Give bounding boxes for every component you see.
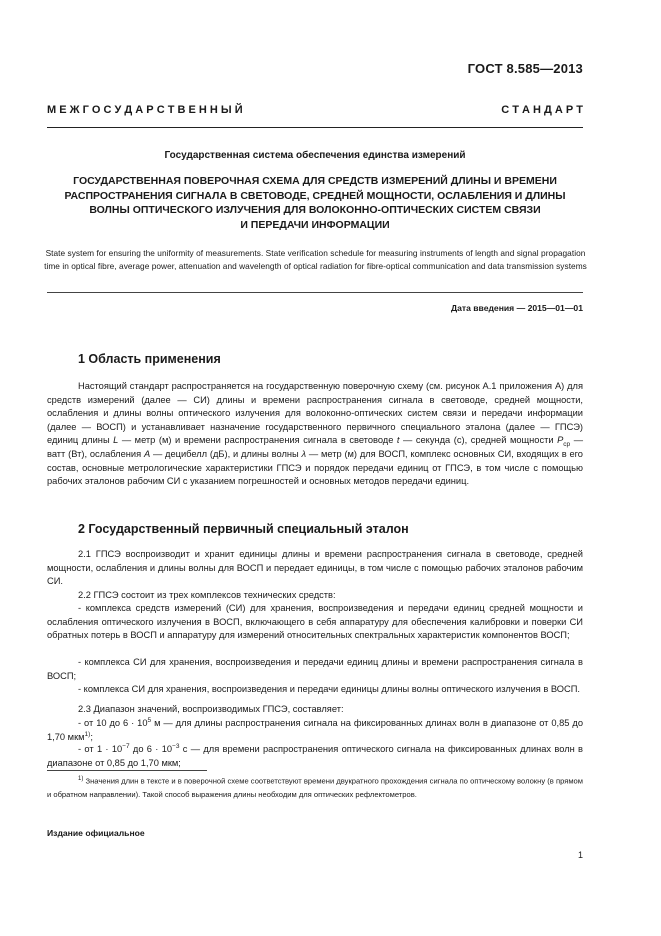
- text-run: - от 10 до 6 · 10: [78, 718, 148, 728]
- paragraph-2-2: 2.2 ГПСЭ состоит из трех комплексов технических средств:: [78, 590, 336, 600]
- text-run: — метр (м) и времени распространения сигнала в световоде: [118, 435, 397, 446]
- text-run: — метр (м) для ВОСП, комплекс основных СИ, входящих в его состав, основные метрологические характеристики ГПСЭ и порядок передачи единиц от ГПСЭ, в том числе с помощью рабочих эталонов рабочим СИ с указанием погрешностей и основных методов передачи единиц.: [47, 448, 583, 487]
- footnote-text: Значения длин в тексте и в поверочной схеме соответствуют времени двукратного прохождения сигнала по оптическому волокну (в прямом и обратном направлении). Такой способ выражения длины необходим для оптических рефлектометров.: [47, 776, 583, 799]
- paragraph-2-3-a: [47, 717, 583, 744]
- english-title: State system for ensuring the uniformity of measurements. State verification schedule for measuring instruments of length and signal propagation time in optical fibre, average power, attenuation and wavelength of optical radiation for fibre-optical communication and data transmission systems: [44, 248, 587, 271]
- text-run: м — для длины распространения сигнала на фиксированных длинах волн в диапазоне от 0,85 до 1,70 мкм: [47, 718, 583, 742]
- paragraph-2-1: 2.1 ГПСЭ воспроизводит и хранит единицы длины и времени распространения сигнала в световоде, средней мощности, ослабления и длины волны для ВОСП и передает единицы, в том числе с помощью рабочих эталонов рабочим СИ.: [47, 549, 583, 587]
- title-rule: [47, 292, 583, 293]
- footnote-mark: 1): [78, 776, 84, 782]
- paragraph-2-3-b: [47, 743, 583, 770]
- text-run: - от 1 · 10: [78, 744, 123, 754]
- section-1-paragraph: [47, 380, 583, 489]
- main-title-line-4: И ПЕРЕДАЧИ ИНФОРМАЦИИ: [240, 218, 390, 231]
- superscript-exponent: 5: [147, 716, 152, 724]
- main-title-line-3: ВОЛНЫ ОПТИЧЕСКОГО ИЗЛУЧЕНИЯ ДЛЯ ВОЛОКОННО-ОПТИЧЕСКИХ СИСТЕМ СВЯЗИ: [89, 204, 541, 216]
- header-rule: [47, 127, 583, 128]
- footnote-reference[interactable]: 1): [84, 730, 91, 738]
- paragraph-2-2-a: - комплекса средств измерений (СИ) для хранения, воспроизведения и передачи единиц средней мощности и ослабления оптического излучения в ВОСП, включающего в себя аппаратуру для обеспечения калибровки и поверки СИ обратных потерь в ВОСП и аппаратуру для измерений относительных спектральных характеристик компонентов ВОСП;: [47, 603, 583, 641]
- superscript-exponent: −7: [122, 742, 130, 750]
- text-run: — секунда (с), средней мощности: [399, 435, 558, 446]
- system-title: Государственная система обеспечения единства измерений: [164, 150, 466, 161]
- gost-code: ГОСТ 8.585—2013: [467, 61, 583, 76]
- interstate-word-2: С Т А Н Д А Р Т: [501, 104, 583, 116]
- symbol-wavelength: λ: [301, 448, 307, 459]
- symbol-attenuation: A: [143, 448, 151, 459]
- paragraph-2-2-c: - комплекса СИ для хранения, воспроизведения и передачи единицы длины волны оптического излучения в ВОСП.: [78, 684, 581, 694]
- official-edition-label: Издание официальное: [47, 828, 145, 838]
- interstate-word-1: М Е Ж Г О С У Д А Р С Т В Е Н Н Ы Й: [47, 104, 243, 116]
- symbol-time: t: [396, 435, 400, 446]
- main-title-line-1: ГОСУДАРСТВЕННАЯ ПОВЕРОЧНАЯ СХЕМА ДЛЯ СРЕДСТВ ИЗМЕРЕНИЙ ДЛИНЫ И ВРЕМЕНИ: [73, 175, 557, 187]
- symbol-power: P: [557, 435, 564, 446]
- main-title: [47, 174, 583, 232]
- text-run: ;: [90, 731, 93, 742]
- text-run: с — для времени распространения оптического сигнала на фиксированных длинах волн в диапазоне от 0,85 до 1,70 мкм;: [47, 744, 584, 768]
- footnote: [47, 773, 583, 801]
- paragraph-2-2-b: - комплекса СИ для хранения, воспроизведения и передачи единиц длины и времени распространения сигнала в ВОСП;: [47, 657, 583, 681]
- text-run: Настоящий стандарт распространяется на государственную поверочную схему (см. рисунок А.1 приложения А) для средств измерений (далее — СИ) длины и времени распространения сигнала в световоде, средней мощности, ослабления и длины волны оптического излучения для волоконно-оптических систем связи и передачи информации (далее — ВОСП) и устанавливает назначение государственного первичного специального эталона (далее — ГПСЭ) единиц длины: [47, 381, 583, 446]
- footnote-rule: [47, 770, 207, 771]
- subscript-average: ср: [563, 441, 571, 449]
- text-run: — децибелл (дБ), и длины волны: [150, 448, 302, 459]
- symbol-length: L: [113, 435, 119, 446]
- superscript-exponent: −3: [172, 742, 180, 750]
- text-run: до 6 · 10: [129, 744, 173, 754]
- main-title-line-2: РАСПРОСТРАНЕНИЯ СИГНАЛА В СВЕТОВОДЕ, СРЕДНЕЙ МОЩНОСТИ, ОСЛАБЛЕНИЯ И ДЛИНЫ: [64, 189, 566, 202]
- section-1-heading: 1 Область применения: [78, 352, 221, 366]
- interstate-standard-heading: [47, 104, 583, 116]
- text-run: — ватт (Вт), ослабления: [47, 435, 583, 459]
- paragraph-2-3: 2.3 Диапазон значений, воспроизводимых ГПСЭ, составляет:: [78, 704, 344, 714]
- intro-date: Дата введения — 2015—01—01: [450, 303, 583, 313]
- section-2-heading: 2 Государственный первичный специальный эталон: [78, 522, 409, 536]
- page-number: 1: [577, 850, 583, 860]
